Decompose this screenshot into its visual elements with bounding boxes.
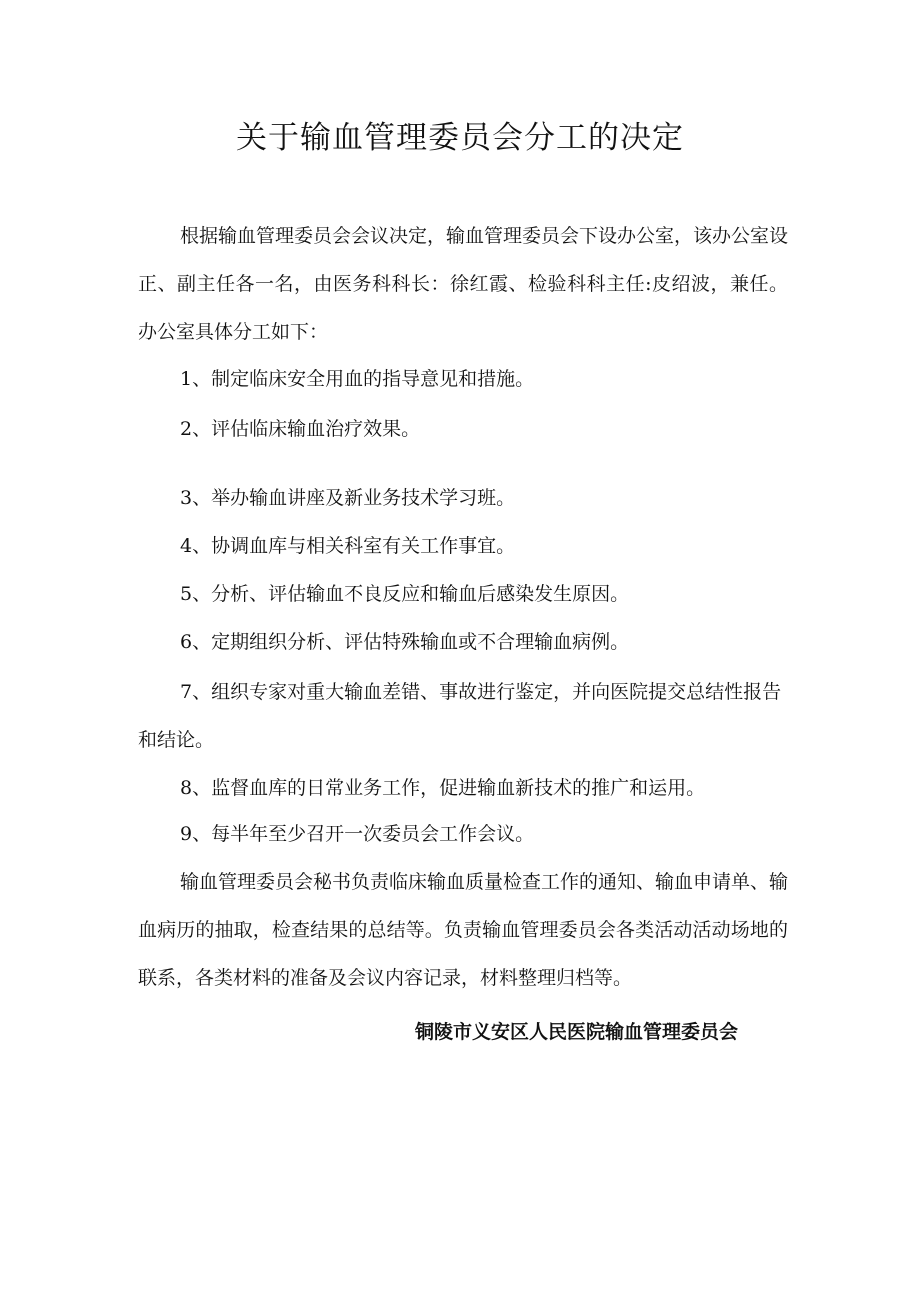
list-item: 9、每半年至少召开一次委员会工作会议。 — [180, 823, 535, 845]
closing-paragraph: 输血管理委员会秘书负责临床输血质量检查工作的通知、输血申请单、输血病历的抽取，检查结果的总结等。负责输血管理委员会各类活动活动场地的联系，各类材料的准备及会议内容记录，材料整理归档等。 — [138, 871, 789, 989]
list-item: 2、评估临床输血治疗效果。 — [180, 418, 421, 440]
list-item: 3、举办输血讲座及新业务技术学习班。 — [180, 487, 516, 509]
list-item: 7、组织专家对重大输血差错、事故进行鉴定，并向医院提交总结性报告和结论。 — [138, 681, 782, 751]
list-item: 6、定期组织分析、评估特殊输血或不合理输血病例。 — [180, 631, 630, 653]
document-title: 关于输血管理委员会分工的决定 — [236, 120, 684, 156]
signature: 铜陵市义安区人民医院输血管理委员会 — [414, 1021, 738, 1043]
intro-paragraph: 根据输血管理委员会会议决定，输血管理委员会下设办公室，该办公室设正、副主任各一名，由医务科科长：徐红霞、检验科科主任:皮绍波，兼任。办公室具体分工如下： — [138, 225, 789, 343]
list-item: 4、协调血库与相关科室有关工作事宜。 — [180, 535, 516, 557]
list-item: 8、监督血库的日常业务工作，促进输血新技术的推广和运用。 — [180, 777, 706, 799]
list-item: 5、分析、评估输血不良反应和输血后感染发生原因。 — [180, 583, 630, 605]
list-item: 1、制定临床安全用血的指导意见和措施。 — [180, 368, 535, 390]
